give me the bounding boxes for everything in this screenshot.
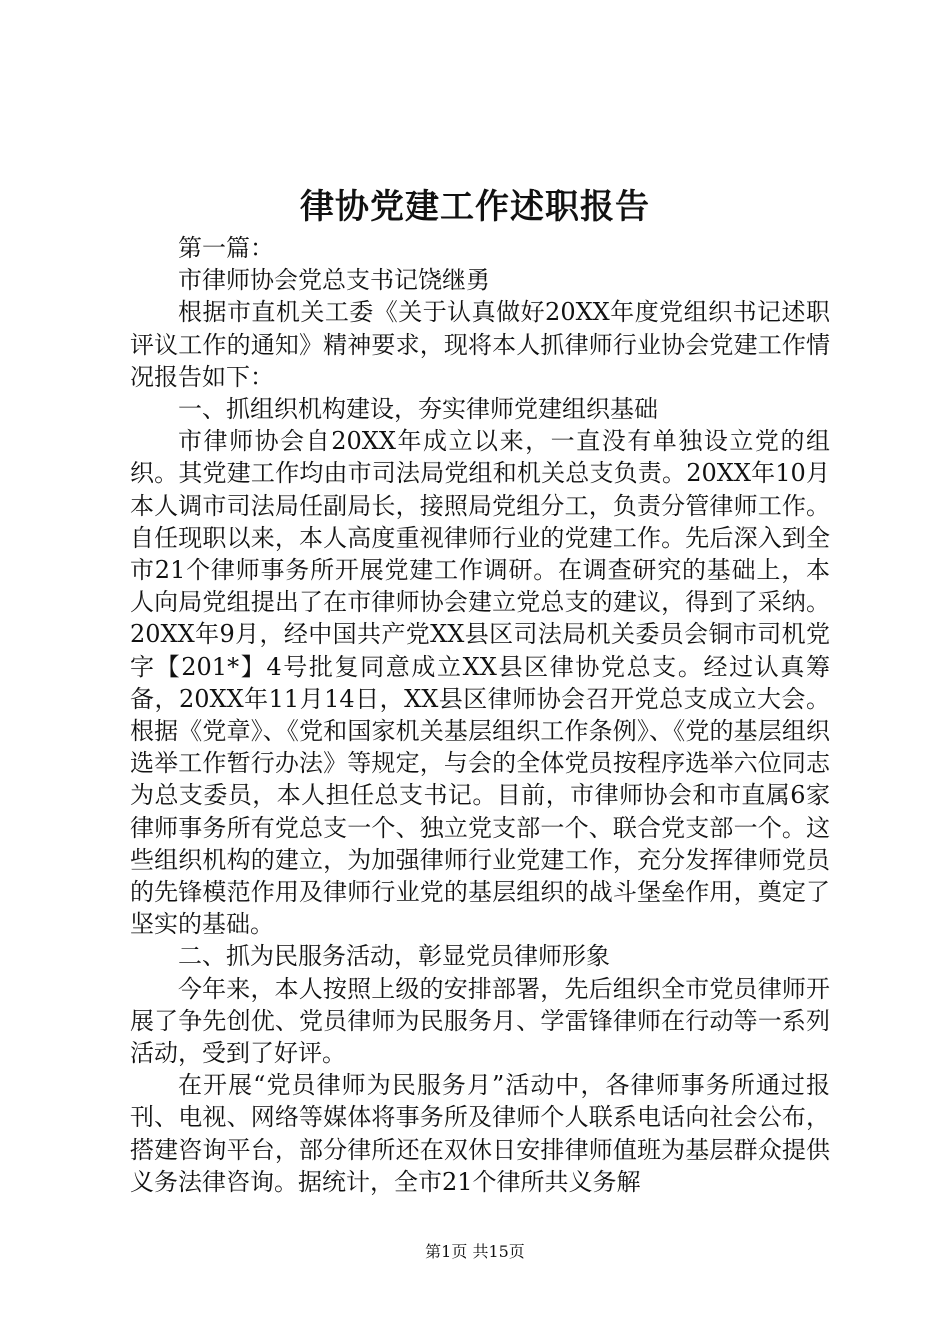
heading-section-1: 一、抓组织机构建设，夯实律师党建组织基础 bbox=[178, 395, 658, 424]
paragraph-section-2b: 在开展“党员律师为民服务月”活动中，各律师事务所通过报刊、电视、网络等媒体将事务所及律师个人联系电话向社会公布，搭建咨询平台，部分律所还在双休日安排律师值班为基层群众提供义务法律咨询。据统计，全市21个律所共义务解 bbox=[130, 1071, 830, 1196]
paragraph-section-label: 第一篇： bbox=[178, 234, 274, 262]
document-title: 律协党建工作述职报告 bbox=[300, 187, 650, 227]
paragraph-section-1: 市律师协会自20XX年成立以来，一直没有单独设立党的组织。其党建工作均由市司法局党组和机关总支负责。20XX年10月本人调市司法局任副局长，接照局党组分工，负责分管律师工作。自任现职以来，本人高度重视律师行业的党建工作。先后深入到全市21个律师事务所开展党建工作调研。在调查研究的基础上，本人向局党组提出了在市律师协会建立党总支的建议，得到了采纳。20XX年9月，经中国共产党XX县区司法局机关委员会铜市司机党字【201*】4号批复同意成立XX县区律协党总支。经过认真筹备，20XX年11月14日，XX县区律师协会召开党总支成立大会。根据《党章》、《党和国家机关基层组织工作条例》、《党的基层组织选举工作暂行办法》等规定，与会的全体党员按程序选举六位同志为总支委员，本人担任总支书记。目前，市律师协会和市直属6家律师事务所有党总支一个、独立党支部一个、联合党支部一个。这些组织机构的建立，为加强律师行业党建工作，充分发挥律师党员的先锋模范作用及律师行业党的基层组织的战斗堡垒作用，奠定了坚实的基础。 bbox=[130, 427, 830, 939]
paragraph-section-2a: 今年来，本人按照上级的安排部署，先后组织全市党员律师开展了争先创优、党员律师为民服务月、学雷锋律师在行动等一系列活动，受到了好评。 bbox=[130, 974, 830, 1068]
heading-section-2: 二、抓为民服务活动，彰显党员律师形象 bbox=[178, 942, 610, 971]
paragraph-intro: 根据市直机关工委《关于认真做好20XX年度党组织书记述职评议工作的通知》精神要求，现将本人抓律师行业协会党建工作情况报告如下： bbox=[130, 298, 830, 391]
document-body bbox=[130, 232, 830, 1198]
page-footer: 第1页 共15页 bbox=[425, 1242, 525, 1261]
paragraph-author: 市律师协会党总支书记饶继勇 bbox=[178, 266, 490, 295]
